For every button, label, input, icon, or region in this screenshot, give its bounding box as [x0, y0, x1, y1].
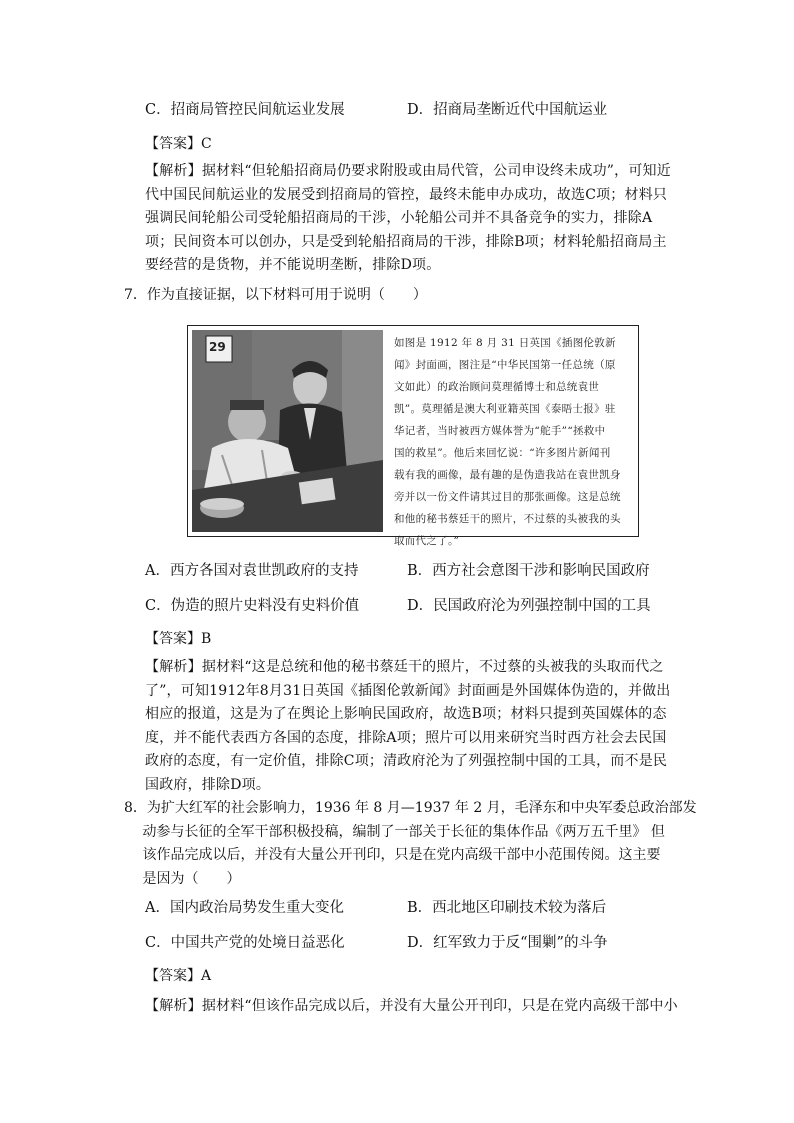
- analysis-line: 【解析】据材料“这是总统和他的秘书蔡廷干的照片，不过蔡的头被我的头取而代之: [145, 659, 664, 675]
- answer-value: B: [201, 631, 212, 647]
- caption-line: 如图是 1912 年 8 月 31 日英国《插图伦敦新: [394, 337, 616, 349]
- caption-line: 国的救星”。他后来回忆说：“许多图片新闻刊: [394, 447, 611, 459]
- figure-caption: [394, 332, 634, 552]
- answer-tag: 【答案】: [145, 631, 201, 647]
- analysis-tag: 【解析】: [145, 998, 202, 1014]
- stem-line: 8．为扩大红军的社会影响力，1936 年 8 月—1937 年 2 月，毛泽东和中央军委总政治部发: [124, 800, 697, 816]
- caption-line: 载有我的画像，最有趣的是伪造我站在袁世凯身: [394, 469, 621, 481]
- q7-option-c: C．伪造的照片史料没有史料价值: [145, 598, 360, 614]
- caption-line: 闻》封面画，图注是“中华民国第一任总统（原: [394, 359, 616, 371]
- analysis-tag: 【解析】: [145, 163, 202, 179]
- q7-analysis: [145, 656, 685, 798]
- answer-tag: 【答案】: [145, 968, 201, 984]
- photo-stamp: 29: [209, 340, 226, 354]
- q7-option-a: A．西方各国对袁世凯政府的支持: [145, 563, 359, 579]
- analysis-line: 【解析】据材料“但轮船招商局仍要求附股或由局代管，公司申设终未成功”，可知近: [145, 163, 671, 179]
- q7-option-b: B．西方社会意图干涉和影响民国政府: [407, 563, 650, 579]
- q7-option-d: D．民国政府沦为列强控制中国的工具: [407, 598, 651, 614]
- analysis-line: 了”，可知1912年8月31日英国《插图伦敦新闻》封面画是外国媒体伪造的，并做出: [145, 682, 671, 699]
- caption-line: 华记者，当时被西方媒体誉为“舵手”“拯救中: [394, 425, 606, 437]
- analysis-line: 度，并不能代表西方各国的态度，排除A项；照片可以用来研究当时西方社会去民国: [145, 729, 667, 746]
- caption-line: 和他的秘书蔡廷干的照片，不过蔡的头被我的头: [394, 513, 621, 525]
- caption-line: 取而代之了。”: [394, 535, 460, 547]
- caption-line: 旁并以一份文件请其过目的那张画像。这是总统: [394, 491, 621, 503]
- q8-answer: [145, 965, 211, 985]
- analysis-line: 国政府，排除D项。: [145, 776, 271, 793]
- q8-option-a: A．国内政治局势发生重大变化: [145, 900, 344, 916]
- q6-answer: [145, 133, 212, 153]
- q6-option-d: D．招商局垄断近代中国航运业: [407, 102, 608, 118]
- analysis-tag: 【解析】: [145, 659, 202, 675]
- q8-analysis: [145, 995, 685, 1019]
- analysis-line: 政府的态度，有一定价值，排除C项；清政府沦为了列强控制中国的工具，而不是民: [145, 753, 668, 770]
- q8-option-b: B．西北地区印刷技术较为落后: [407, 900, 607, 916]
- historical-photo: [192, 330, 383, 532]
- q8-stem: [124, 797, 697, 891]
- answer-value: A: [201, 968, 212, 984]
- photo-illustration: [192, 330, 383, 532]
- q6-option-c: C．招商局管控民间航运业发展: [145, 102, 345, 118]
- analysis-line: 要经营的是货物，并不能说明垄断，排除D项。: [145, 257, 441, 274]
- analysis-line: 相应的报道，这是为了在舆论上影响民国政府，故选B项；材料只提到英国媒体的态: [145, 706, 667, 723]
- q6-analysis: [145, 160, 685, 278]
- analysis-line: 【解析】据材料“但该作品完成以后，并没有大量公开刊印，只是在党内高级干部中小: [145, 998, 678, 1014]
- stem-line: 是因为（ ）: [124, 870, 241, 887]
- q8-option-c: C．中国共产党的处境日益恶化: [145, 935, 345, 951]
- q7-answer: [145, 628, 211, 648]
- stem-line: 动参与长征的全军干部积极投稿，编制了一部关于长征的集体作品《两万五千里》 但: [124, 823, 665, 840]
- answer-value: C: [201, 136, 212, 152]
- analysis-line: 强调民间轮船公司受轮船招商局的干涉，小轮船公司并不具备竞争的实力，排除A: [145, 210, 653, 227]
- caption-line: 凯”。莫理循是澳大利亚籍英国《泰晤士报》驻: [394, 403, 616, 415]
- q8-option-d: D．红军致力于反“围剿”的斗争: [407, 935, 608, 951]
- q7-figure: [187, 325, 639, 547]
- q7-stem: 7．作为直接证据，以下材料可用于说明（ ）: [124, 287, 427, 303]
- stem-line: 该作品完成以后，并没有大量公开刊印，只是在党内高级干部中小范围传阅。这主要: [124, 847, 661, 864]
- caption-line: 文如此）的政治顾问莫理循博士和总统袁世: [394, 381, 600, 393]
- analysis-line: 项；民间资本可以创办，只是受到轮船招商局的干涉，排除B项；材料轮船招商局主: [145, 233, 667, 250]
- answer-tag: 【答案】: [145, 136, 201, 152]
- analysis-line: 代中国民间航运业的发展受到招商局的管控，最终未能申办成功，故选C项；材料只: [145, 186, 668, 203]
